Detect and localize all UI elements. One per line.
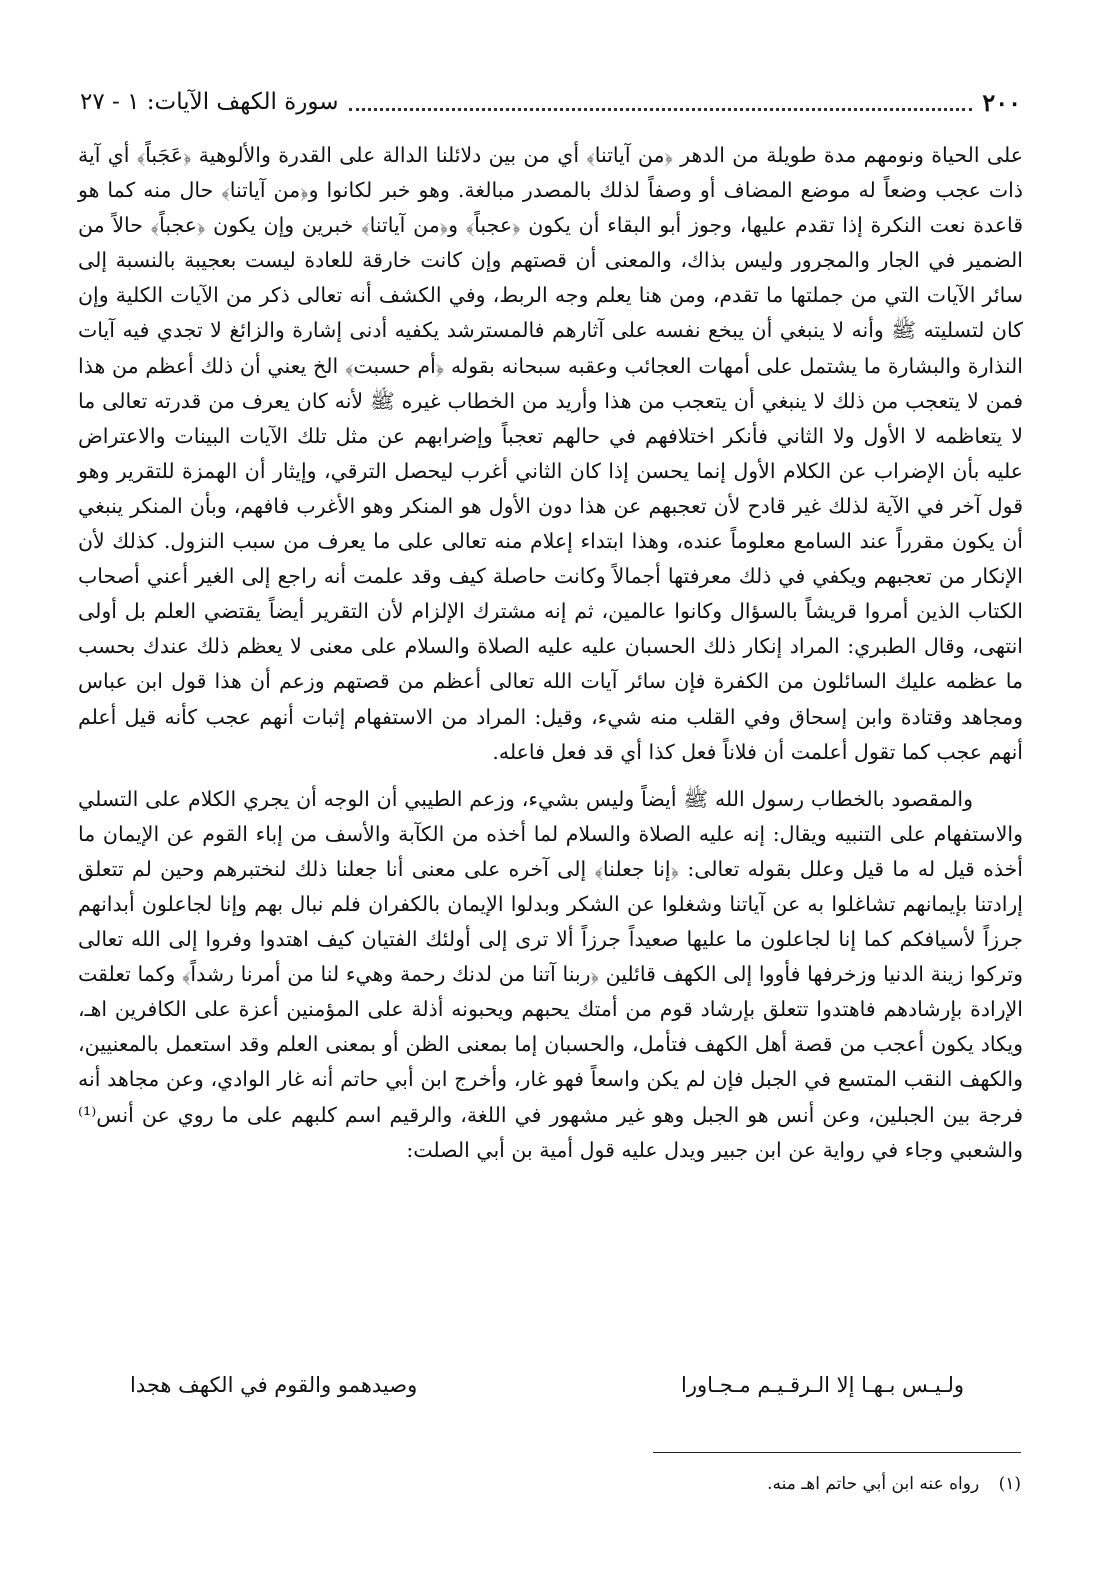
poetry-verse: [130, 1373, 964, 1397]
verse-first-hemistich: ولـيـس بـهـا إلا الـرقـيـم مـجـاورا: [681, 1373, 964, 1397]
footnote-separator: [653, 1452, 1021, 1453]
footnote-number: (١): [998, 1474, 1021, 1494]
main-text: [78, 138, 1023, 1168]
body-paragraph-2: والمقصود بالخطاب رسول الله ﷺ أيضاً وليس بشيء، وزعم الطيبي أن الوجه أن يجري الكلام على التسلي والاستفهام على التنبيه ويقال: إنه عليه الصلاة والسلام لما أخذه من الكآبة والأسف من إباء القوم عن الإيمان ما أخذه قيل له ما قيل وعلل بقوله تعالى: ﴿إنا جعلنا﴾ إلى آخره على معنى أنا جعلنا ذلك لنختبرهم وحين لم تتعلق إرادتنا بإيمانهم تشاغلوا به عن آياتنا وشغلوا عن الشكر وبدلوا الإيمان بالكفران فلم نبال بهم وإنا لجاعلون أبدانهم جرزاً لأسيافكم كما إنا لجاعلون ما عليها صعيداً جرزاً ألا ترى إلى أولئك الفتيان كيف اهتدوا وفروا إلى الله تعالى وتركوا زينة الدنيا وزخرفها فأووا إلى الكهف قائلين ﴿ربنا آتنا من لدنك رحمة وهيء لنا من أمرنا رشداً﴾ وكما تعلقت الإرادة بإرشادهم فاهتدوا تتعلق بإرشاد قوم من أمتك يحبهم ويحبونه أذلة على المؤمنين أعزة على الكافرين اهـ، ويكاد يكون أعجب من قصة أهل الكهف فتأمل، والحسبان إما بمعنى الظن أو بمعنى العلم وقد استعمل بالمعنيين، والكهف النقب المتسع في الجبل فإن لم يكن واسعاً فهو غار، وأخرج ابن أبي حاتم أنه غار الوادي، وعن مجاهد أنه فرجة بين الجبلين، وعن أنس هو الجبل وهو غير مشهور في اللغة، والرقيم اسم كلبهم على ما روي عن أنس⁽¹⁾ والشعبي وجاء في رواية عن ابن جبير ويدل عليه قول أمية بن أبي الصلت:: [78, 786, 1023, 1162]
footnote-text: رواه عنه ابن أبي حاتم اهـ منه.: [767, 1474, 980, 1494]
header-dot-leader: [349, 94, 973, 111]
verse-second-hemistich: وصيدهمو والقوم في الكهف هجدا: [130, 1373, 418, 1397]
page-header: [80, 82, 1021, 122]
footnote: [200, 1470, 1021, 1498]
body-paragraph-1: على الحياة ونومهم مدة طويلة من الدهر ﴿من آياتنا﴾ أي من بين دلائلنا الدالة على القدرة والألوهية ﴿عَجَباً﴾ أي آية ذات عجب وضعاً له موضع المضاف أو وصفاً لذلك بالمصدر مبالغة. وهو خبر لكانوا و﴿من آياتنا﴾ حال منه كما هو قاعدة نعت النكرة إذا تقدم عليها، وجوز أبو البقاء أن يكون ﴿عجباً﴾ و﴿من آياتنا﴾ خبرين وإن يكون ﴿عجباً﴾ حالاً من الضمير في الجار والمجرور وليس بذاك، والمعنى أن قصتهم وإن كانت خارقة للعادة ليست بعجيبة بالنسبة إلى سائر الآيات التي من جملتها ما تقدم، ومن هنا يعلم وجه الربط، وفي الكشف أنه تعالى ذكر من الآيات الكلية وإن كان لتسليته ﷺ وأنه لا ينبغي أن يبخع نفسه على آثارهم فالمسترشد يكفيه أدنى إشارة والزائغ لا تجدي فيه آيات النذارة والبشارة ما يشتمل على أمهات العجائب وعقبه سبحانه بقوله ﴿أم حسبت﴾ الخ يعني أن ذلك أعظم من هذا فمن لا يتعجب من ذلك لا ينبغي أن يتعجب من هذا وأريد من الخطاب غيره ﷺ لأنه كان يعرف من قدرته تعالى ما لا يتعاظمه لا الأول ولا الثاني فأنكر اختلافهم في حالهم تعجباً وإضرابهم عن مثل تلك الآيات البينات والاعتراض عليه بأن الإضراب عن الكلام الأول إنما يحسن إذا كان الثاني أغرب ليحصل الترقي، وإيثار أن الهمزة للتقرير وهو قول آخر في الآية لذلك غير قادح لأن تعجبهم عن هذا دون الأول هو المنكر وهو الأغرب فافهم، وبأن المنكر ينبغي أن يكون مقرراً عند السامع معلوماً عنده، وهذا ابتداء إعلام منه تعالى على ما يعرف من سبب النزول. كذلك لأن الإنكار من تعجبهم ويكفي في ذلك معرفتها أجمالاً وكانت حاصلة كيف وقد علمت أنه راجع إلى الغير أعني أصحاب الكتاب الذين أمروا قريشاً بالسؤال وكانوا عالمين، ثم إنه مشترك الإلزام لأن التقرير أيضاً يقتضي العلم بل أولى انتهى، وقال الطبري: المراد إنكار ذلك الحسبان عليه عليه الصلاة والسلام على معنى لا يعظم ذلك عندك بحسب ما عظمه عليك السائلون من الكفرة فإن سائر آيات الله تعالى أعظم من قصتهم وزعم أن هذا قول ابن عباس ومجاهد وقتادة وابن إسحاق وفي القلب منه شيء، وقيل: المراد من الاستفهام إثبات أنهم عجب كأنه قيل أعلم أنهم عجب كما تقول أعلمت أن فلاناً فعل كذا أي قد فعل فاعله.: [78, 143, 1023, 764]
page-number: ٢٠٠: [982, 87, 1021, 117]
running-title: سورة الكهف الآيات: ١ - ٢٧: [80, 89, 339, 115]
